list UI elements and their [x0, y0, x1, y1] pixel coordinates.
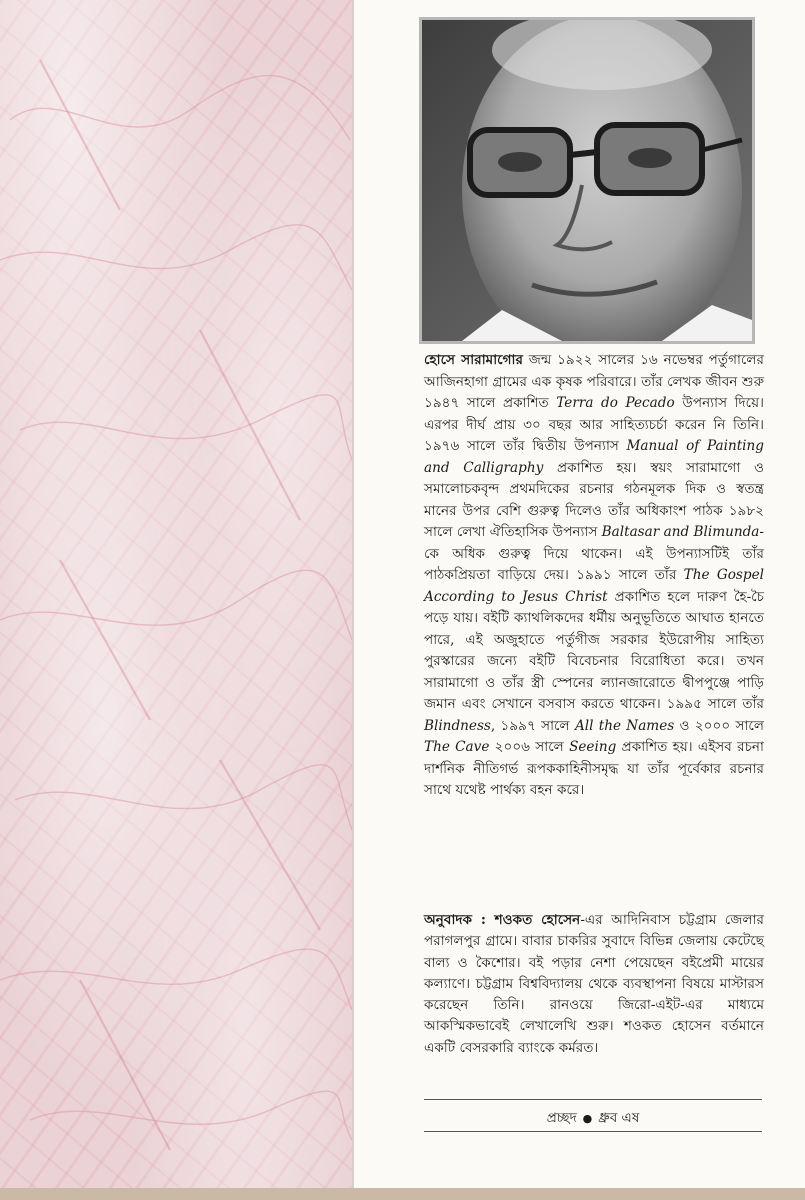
cover-credit-label: প্রচ্ছদ — [546, 1110, 577, 1126]
bio-text: জন্ম ১৯২২ সালের ১৬ নভেম্বর পর্তুগালের আজিনহাগা গ্রামের এক কৃষক পরিবারে। তাঁর লেখক জীবন শুরু ১৯৪৭ সালে প্রকাশিত — [424, 352, 764, 411]
book-title: Terra do Pecado — [556, 395, 675, 411]
author-biography — [424, 350, 764, 802]
bio-text: ২০০৬ সালে — [489, 739, 570, 755]
bio-text: , ১৯৯৭ সালে — [490, 717, 575, 734]
book-title: All the Names — [574, 717, 675, 734]
author-photo — [419, 17, 755, 344]
bio-text: -কে অধিক গুরুত্ব দিয়ে থাকেন। এই উপন্যাসটিই তাঁর পাঠকপ্রিয়তা বাড়িয়ে দেয়। ১৯৯১ সালে তাঁর — [424, 524, 764, 583]
bio-text: প্রকাশিত হয়। এইসব রচনা দার্শনিক নীতিগর্ভ রূপককাহিনীসমৃদ্ধ যা তাঁর পূর্বেকার রচনার সাথে যথেষ্ট পার্থক্য বহন করে। — [424, 739, 764, 798]
credit-rule-top — [424, 1099, 762, 1100]
translator-biography — [424, 910, 764, 1059]
book-title: Baltasar and Blimunda — [601, 524, 760, 540]
book-title: The Gospel According to Jesus Christ — [424, 567, 764, 605]
book-title: Manual of Painting and Calligraphy — [424, 438, 764, 476]
cover-artist: ধ্রুব এষ — [598, 1110, 640, 1126]
bio-text: উপন্যাস দিয়ে। এরপর দীর্ঘ প্রায় ৩০ বছর আর সাহিত্যচর্চা করেন নি তিনি। ১৯৭৬ সালে তাঁর দ্বিতীয় উপন্যাস — [424, 395, 764, 454]
bio-text: ও ২০০০ সালে — [674, 717, 764, 734]
cover-credit — [424, 1107, 762, 1130]
translator-label: অনুবাদক : শওকত হোসেন — [424, 912, 581, 928]
book-title: Seeing — [569, 739, 617, 755]
bullet-separator: ● — [582, 1112, 593, 1125]
bottom-edge — [0, 1188, 805, 1200]
credit-rule-bottom — [424, 1131, 762, 1132]
book-title: Blindness — [424, 717, 491, 734]
cover-marble-texture — [0, 0, 352, 1200]
bio-text: প্রকাশিত হলে দারুণ হৈ-চৈ পড়ে যায়। বইটি ক্যাথলিকদের ধর্মীয় অনুভূতিতে আঘাত হানতে পারে, এই অজুহাতে পর্তুগীজ সরকার ইউরোপীয় সাহিত্য পুরস্কারের জন্যে বইটি বিবেচনার বিরোধিতা করে। তখন সারামাগো ও তাঁর স্ত্রী স্পেনের ল্যানজারোতে দ্বীপপুঞ্জে পাড়ি জমান এবং সেখানে বসবাস করতে থাকেন। ১৯৯৫ সালে তাঁর — [424, 588, 765, 712]
translator-text: -এর আদিনিবাস চট্টগ্রাম জেলার পরাগলপুর গ্রামে। বাবার চাকরির সুবাদে বিভিন্ন জেলায় কেটেছে বাল্য ও কৈশোর। বই পড়ার নেশা পেয়েছেন বইপ্রেমী মায়ের কল্যাণে। চট্টগ্রাম বিশ্ববিদ্যালয় থেকে ব্যবস্থাপনা বিষয়ে মাস্টারস করেছেন তিনি। রানওয়ে জিরো-এইট-এর মাধ্যমে আকস্মিকভাবেই লেখালেখি শুরু। শওকত হোসেন বর্তমানে একটি বেসরকারি ব্যাংকে কর্মরত। — [424, 912, 764, 1056]
book-title: The Cave — [424, 739, 490, 755]
bio-text: প্রকাশিত হয়। স্বয়ং সারামাগো ও সমালোচকবৃন্দ প্রথমদিকের রচনার গঠনমূলক দিক ও স্বতন্ত্র মানের উপর বেশি গুরুত্ব দিলেও তাঁর অধিকাংশ পাঠক ১৯৮২ সালে লেখা ঐতিহাসিক উপন্যাস — [424, 459, 764, 540]
author-name: হোসে সারামাগোর — [424, 352, 523, 368]
